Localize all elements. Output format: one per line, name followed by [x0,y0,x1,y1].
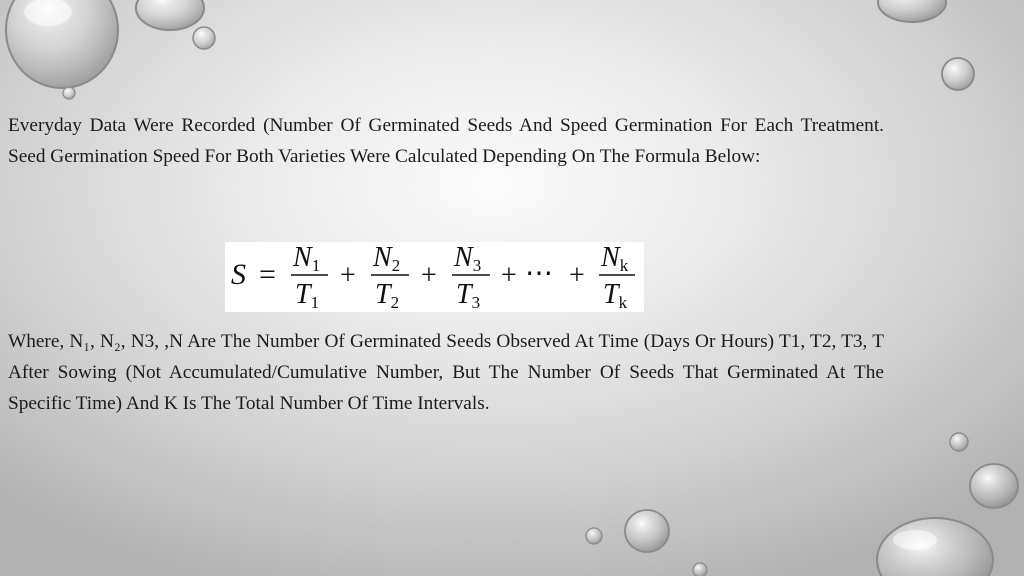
intro-paragraph: Everyday Data Were Recorded (Number Of Germinated Seeds And Speed Germination For Each Treatment. Seed Germination Speed For Both Varieties Were Calculated Depending On The Formula Below: [8,115,884,167]
numerator-1: N1 [293,242,321,275]
numerator-2: N2 [373,242,401,275]
plus-sign: + [501,260,517,291]
denominator-2: T2 [375,279,400,312]
denominator-k: Tk [603,279,628,312]
plus-sign: + [569,260,585,291]
fraction-term-1 [291,242,328,312]
droplet [942,58,974,90]
droplet [878,0,946,22]
droplet [950,433,968,451]
droplet [970,464,1018,508]
droplet [63,87,75,99]
plus-sign: + [421,260,437,291]
formula-lhs: S [231,258,246,291]
droplet [877,518,993,576]
droplet [136,0,204,30]
denominator-3: T3 [456,279,481,312]
formula-equals: = [259,258,276,291]
fraction-term-3 [452,242,490,312]
droplet [193,27,215,49]
droplet [586,528,602,544]
ellipsis: ⋯ [525,258,553,289]
droplet [6,0,118,88]
numerator-k: Nk [601,242,629,275]
droplet [693,563,707,576]
fraction-term-k [599,242,635,312]
plus-sign: + [340,260,356,291]
droplet [625,510,669,552]
fraction-term-2 [371,242,409,312]
numerator-3: N3 [454,242,482,275]
denominator-1: T1 [295,279,320,312]
definition-paragraph: Where, N₁, N₂, N3, ,N Are The Number Of Germinated Seeds Observed At Time (Days Or Hours) T1, T2, T3, T After Sowing (Not Accumulated/Cumulative Number, But The Number Of Seeds That Germinated At The Specific Time) And K Is The Total Number Of Time Intervals. [8,331,884,414]
germination-speed-formula [225,242,644,312]
